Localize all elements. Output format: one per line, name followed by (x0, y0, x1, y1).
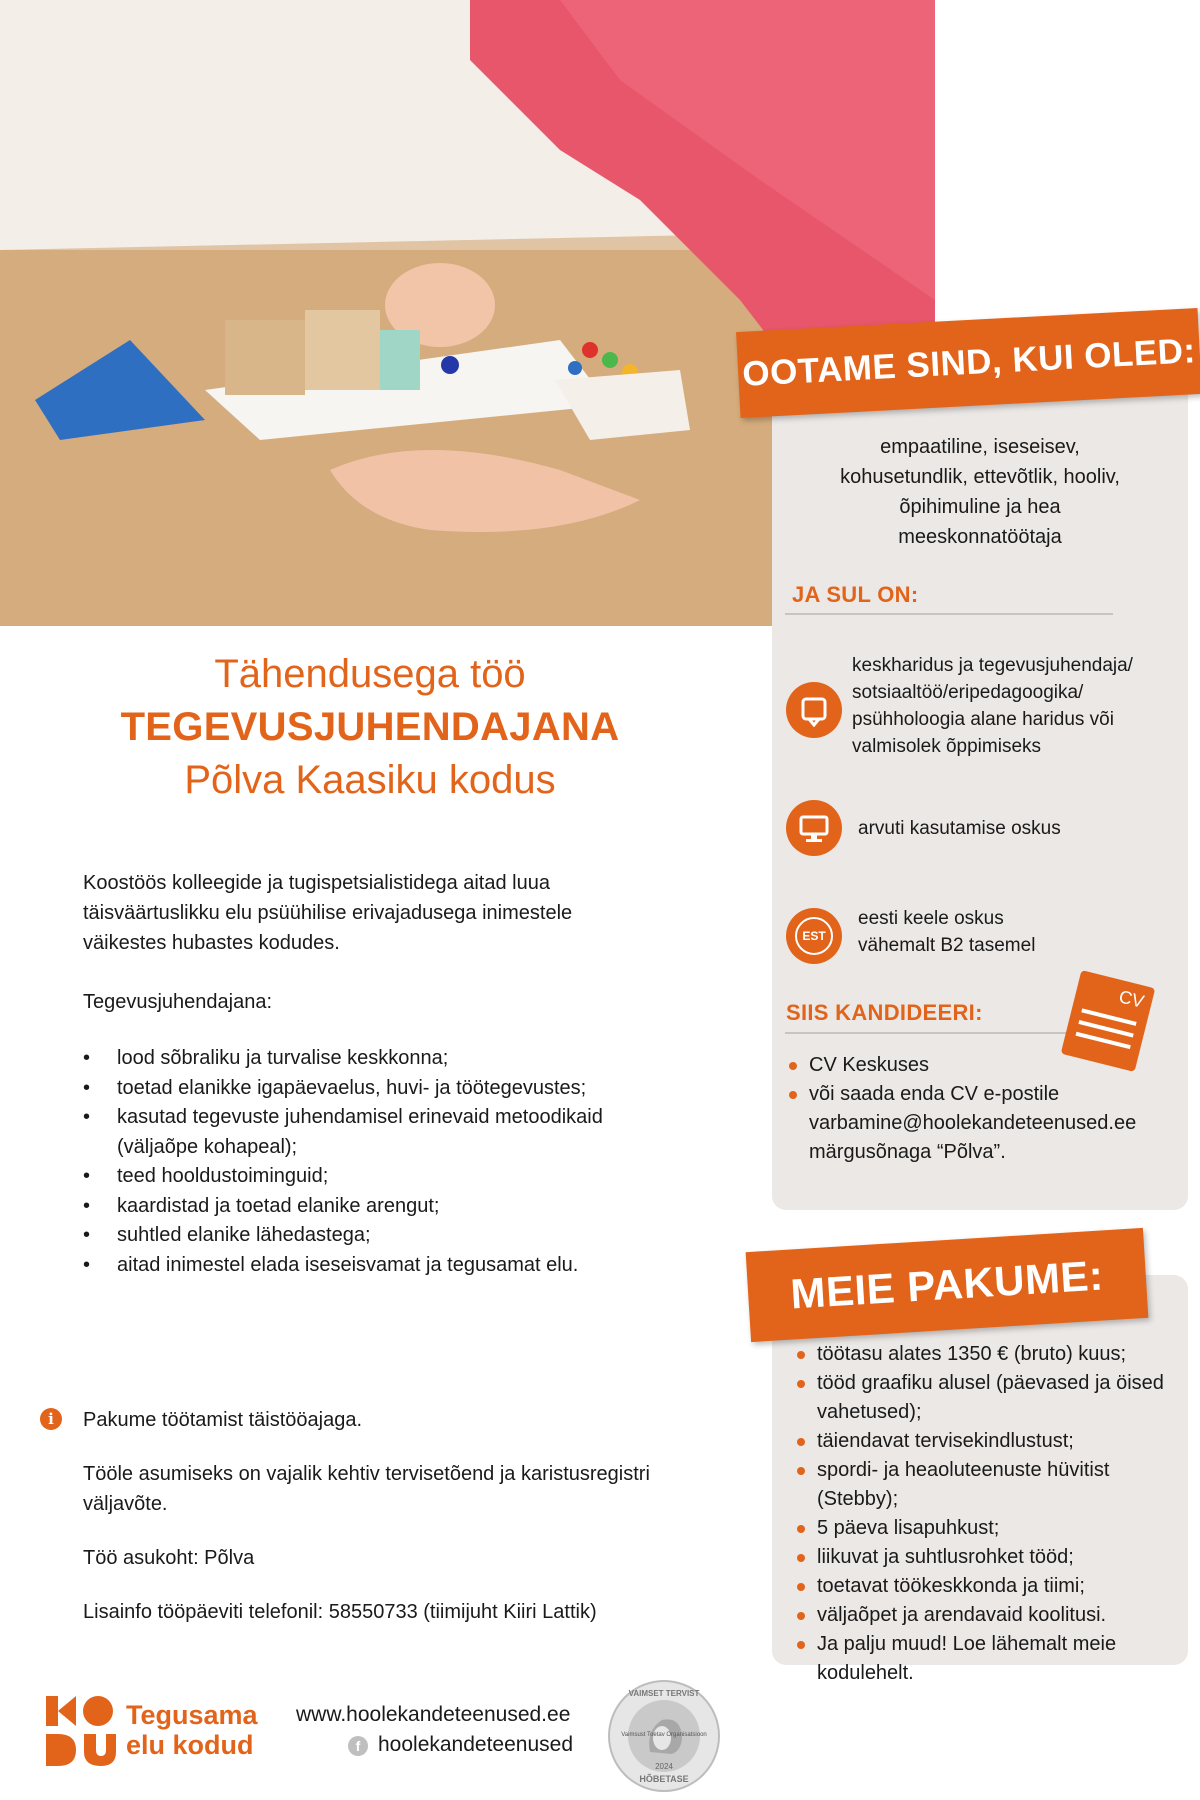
requirement-computer (858, 815, 1178, 842)
facebook-link[interactable]: hoolekandeteenused (378, 1733, 574, 1756)
required-documents-line: Tööle asumiseks on vajalik kehtiv tervisetõend ja karistusregistri (83, 1463, 650, 1485)
duty-text-cont: (väljaõpe kohapeal); (117, 1135, 298, 1158)
benefit-item: täiendavat tervisekindlustust; (795, 1427, 1175, 1456)
email-link[interactable]: varbamine@hoolekandeteenused.ee (809, 1112, 1137, 1134)
intro-line: väikestes hubastes kodudes. (83, 932, 340, 954)
apply-item (787, 1051, 1177, 1080)
duty-item (83, 1103, 703, 1162)
apply-line: või saada enda CV e-postile (809, 1083, 1060, 1105)
seal-bottom-text: HÕBETASE (639, 1774, 689, 1784)
divider (785, 613, 1113, 615)
seal-year: 2024 (655, 1762, 673, 1771)
apply-item (787, 1080, 1177, 1167)
facebook-icon: f (348, 1736, 368, 1756)
requirement-language (858, 905, 1178, 959)
trait-line: kohusetundlik, ettevõtlik, hooliv, (840, 466, 1120, 488)
info-icon: i (40, 1408, 62, 1430)
info-block (83, 1405, 723, 1627)
job-location: Töö asukoht: Põlva (83, 1547, 255, 1569)
est-language-icon (786, 908, 842, 964)
required-documents-line: väljavõte. (83, 1493, 168, 1515)
divider (785, 1032, 1075, 1034)
benefit-item: 5 päeva lisapuhkust; (795, 1514, 1175, 1543)
apply-list (787, 1051, 1177, 1167)
benefits-title: MEIE PAKUME: (789, 1251, 1105, 1318)
trait-line: empaatiline, iseseisev, (880, 436, 1080, 458)
logo-line1: Tegusama (126, 1700, 258, 1730)
apply-line: CV Keskuses (809, 1054, 930, 1076)
requirement-education (852, 652, 1182, 760)
duty-item: • aitad inimestel elada iseseisvamat ja tegusamat elu. (83, 1251, 703, 1281)
trait-line: meeskonnatöötaja (898, 526, 1062, 548)
duties-heading: Tegevusjuhendajana: (83, 991, 273, 1013)
requirement-line: valmisolek õppimiseks (852, 736, 1042, 757)
education-icon (786, 682, 842, 738)
trait-line: õpihimuline ja hea (899, 496, 1061, 518)
requirement-line: keskharidus ja tegevusjuhendaja/ (852, 655, 1133, 676)
headline (60, 652, 680, 803)
traits-text (790, 432, 1170, 552)
est-label: EST (795, 917, 833, 955)
intro-line: täisväärtuslikku elu psüühilise erivajadusega inimestele (83, 902, 573, 924)
requirement-line: psühholoogia alane haridus või (852, 709, 1114, 730)
apply-line: märgusõnaga “Põlva”. (809, 1141, 1006, 1163)
duty-item: • teed hooldustoiminguid; (83, 1162, 703, 1192)
benefit-item: väljaõpet ja arendavaid koolitusi. (795, 1601, 1175, 1630)
benefits-list (795, 1340, 1175, 1688)
duty-item: • lood sõbraliku ja turvalise keskkonna; (83, 1044, 703, 1074)
headline-line2: TEGEVUSJUHENDAJANA (120, 705, 620, 749)
benefit-item: töötasu alates 1350 € (bruto) kuus; (795, 1340, 1175, 1369)
seal-middle-text: Vaimsust Toetav Organisatsioon (621, 1732, 707, 1738)
requirement-line: eesti keele oskus (858, 908, 1004, 929)
benefit-item: spordi- ja heaoluteenuste hüvitist (Stebby); (795, 1456, 1175, 1514)
seal-top-text: VAIMSET TERVIST (628, 1689, 700, 1698)
contact-info: Lisainfo tööpäeviti telefonil: 58550733 (tiimijuht Kiiri Lattik) (83, 1601, 597, 1623)
working-time: Pakume töötamist täistööajaga. (83, 1409, 363, 1431)
benefit-item: liikuvat ja suhtlusrohket tööd; (795, 1543, 1175, 1572)
requirement-line: vähemalt B2 tasemel (858, 935, 1036, 956)
requirement-line: arvuti kasutamise oskus (858, 818, 1061, 839)
company-logo-text (126, 1700, 258, 1760)
intro-line: Koostöös kolleegide ja tugispetsialistidega aitad luua (83, 872, 550, 894)
requirements-heading: JA SUL ON: (792, 582, 919, 607)
cv-label: CV (1116, 986, 1147, 1012)
benefit-item: Ja palju muud! Loe lähemalt meie kodulehelt. (795, 1630, 1175, 1688)
headline-line3: Põlva Kaasiku kodus (184, 758, 556, 802)
headline-line1: Tähendusega töö (214, 652, 526, 696)
company-logo-mark (46, 1696, 116, 1766)
intro-text (83, 868, 703, 958)
offer-banner-title: OOTAME SIND, KUI OLED: (741, 331, 1197, 394)
apply-heading: SIIS KANDIDEERI: (786, 1000, 983, 1025)
duty-item: • kaardistad ja toetad elanike arengut; (83, 1192, 703, 1222)
logo-line2: elu kodud (126, 1730, 254, 1760)
benefit-item: tööd graafiku alusel (päevased ja öised vahetused); (795, 1369, 1175, 1427)
requirement-line: sotsiaaltöö/eripedagoogika/ (852, 682, 1084, 703)
website-link[interactable]: www.hoolekandeteenused.ee (296, 1703, 571, 1726)
duty-item: • suhtled elanike lähedastega; (83, 1221, 703, 1251)
computer-icon (786, 800, 842, 856)
benefit-item: toetavat töökeskkonda ja tiimi; (795, 1572, 1175, 1601)
required-documents (83, 1459, 723, 1519)
duty-item: • toetad elanikke igapäevaelus, huvi- ja töötegevustes; (83, 1074, 703, 1104)
duties-list (83, 1044, 703, 1280)
mental-health-seal (608, 1680, 720, 1792)
duty-text: kasutad tegevuste juhendamisel erinevaid metoodikaid (117, 1106, 603, 1128)
